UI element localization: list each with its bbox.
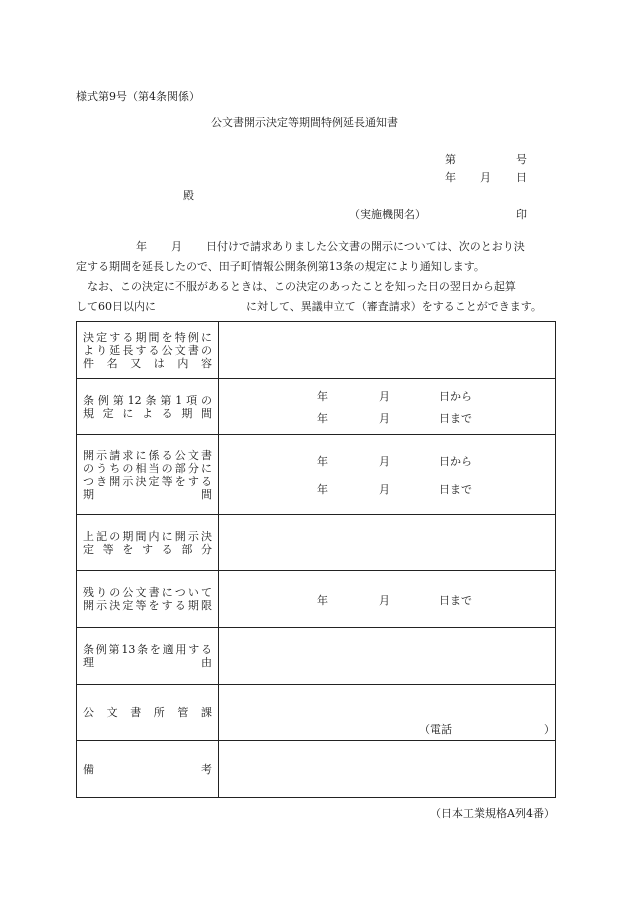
body-line-3	[76, 277, 556, 297]
row4-label: 上記の期間内に開示決 定等をする部分	[77, 515, 219, 571]
form-number: 様式第9号（第4条関係）	[76, 90, 200, 103]
phone-close: ）	[544, 723, 555, 736]
row4-value	[219, 515, 556, 571]
date-month: 月	[480, 171, 491, 184]
doc-number-prefix: 第	[445, 153, 456, 166]
row6-label: 条例第13条を適用する 理由	[77, 628, 219, 685]
date-day: 日	[516, 171, 527, 184]
row3-value: 年 月 日から 年 月 日まで	[219, 435, 556, 515]
row7-value	[219, 685, 556, 741]
row-partial-decision-period	[77, 435, 556, 515]
notice-form-table	[76, 321, 556, 798]
row-extension-period	[77, 379, 556, 435]
row8-label: 備考	[77, 741, 219, 798]
footer-note: （日本工業規格A列4番）	[430, 807, 555, 820]
body-line-4b: に対して、異議申立て（審査請求）をすることができます。	[246, 300, 542, 313]
body-line-1	[76, 237, 556, 257]
addressee-suffix: 殿	[183, 189, 194, 202]
row-remarks	[77, 741, 556, 798]
seal-mark: 印	[516, 208, 527, 221]
row-responsible-section	[77, 685, 556, 741]
row2-value: 年 月 日から 年 月 日まで	[219, 379, 556, 435]
row5-value: 年 月 日まで	[219, 571, 556, 628]
body-year: 年	[136, 240, 147, 253]
body-line-4a: して60日以内に	[76, 300, 156, 313]
body-line-4	[76, 297, 556, 317]
phone-open: （電話	[419, 723, 452, 736]
document-title: 公文書開示決定等期間特例延長通知書	[211, 116, 398, 129]
body-paragraph	[76, 237, 556, 317]
row5-label: 残りの公文書について 開示決定等をする期限	[77, 571, 219, 628]
row7-label: 公文書所管課	[77, 685, 219, 741]
date-year: 年	[445, 171, 456, 184]
row-remaining-deadline	[77, 571, 556, 628]
row-reason	[77, 628, 556, 685]
row1-label: 決定する期間を特例に より延長する公文書の 件名又は内容	[77, 322, 219, 379]
agency-label: （実施機関名）	[349, 208, 426, 221]
body-line-1-text: 日付けで請求ありました公文書の開示については、次のとおり決	[206, 240, 525, 253]
row3-label: 開示請求に係る公文書 のうちの相当の部分に つき開示決定等をする 期間	[77, 435, 219, 515]
row1-value	[219, 322, 556, 379]
body-line-3-text: なお、この決定に不服があるときは、この決定のあったことを知った日の翌日から起算	[87, 280, 516, 293]
row6-value	[219, 628, 556, 685]
row-partial-section	[77, 515, 556, 571]
body-line-2: 定する期間を延長したので、田子町情報公開条例第13条の規定により通知します。	[76, 260, 485, 273]
row-document-name	[77, 322, 556, 379]
row8-value	[219, 741, 556, 798]
doc-number-suffix: 号	[516, 153, 527, 166]
row2-label: 条例第12条第1項の 規定による期間	[77, 379, 219, 435]
body-month: 月	[171, 240, 182, 253]
